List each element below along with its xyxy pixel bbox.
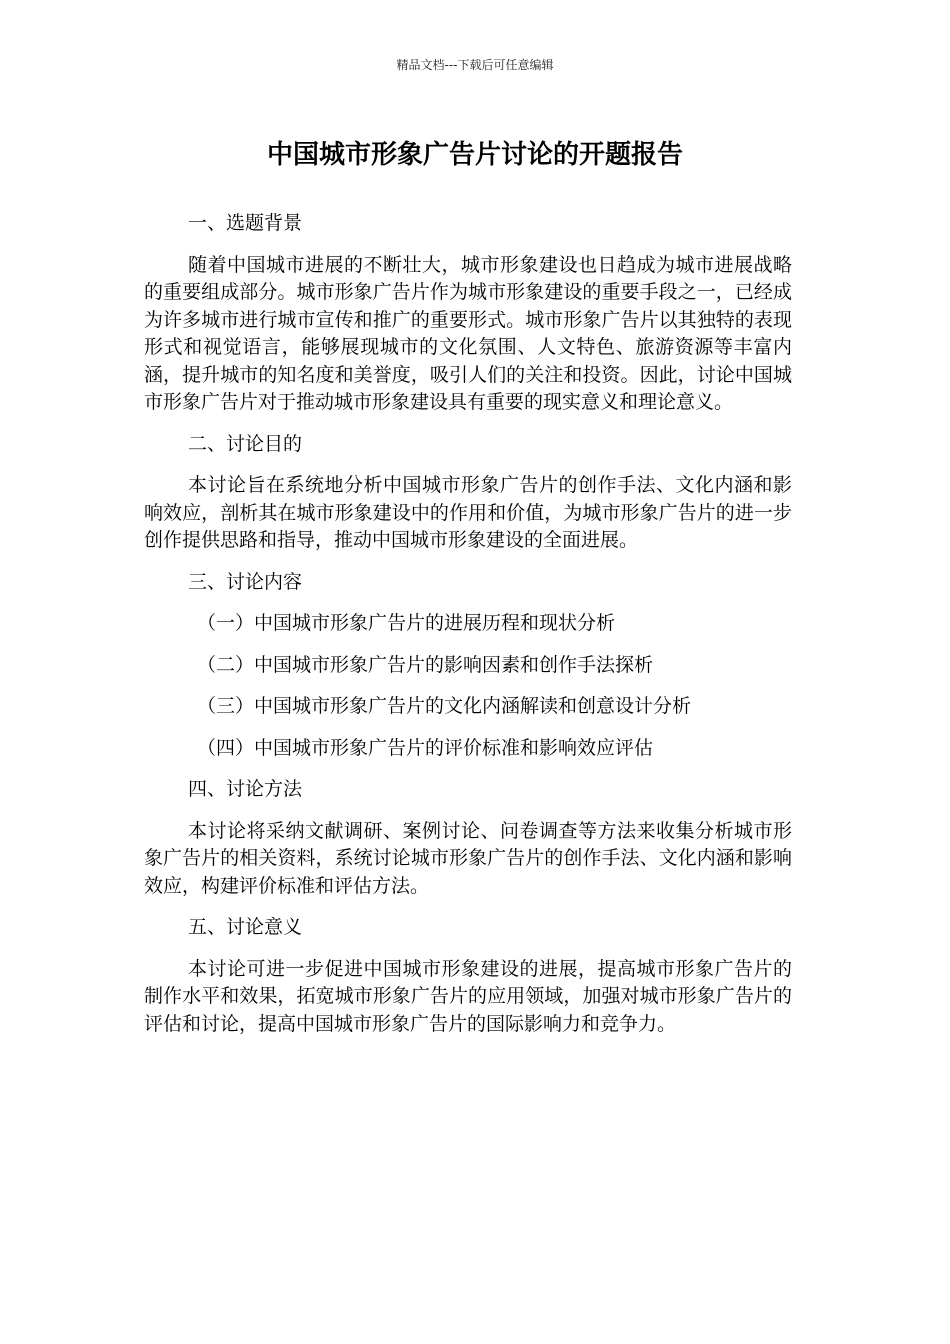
section-paragraph-significance: 本讨论可进一步促进中国城市形象建设的进展，提高城市形象广告片的制作水平和效果，拓宽城市形象广告片的应用领域，加强对城市形象广告片的评估和讨论，提高中国城市形象广告片的国际影响力和竞争力。: [144, 957, 792, 1035]
section-heading-significance: 五、讨论意义: [188, 916, 303, 938]
section-paragraph-method: 本讨论将采纳文献调研、案例讨论、问卷调查等方法来收集分析城市形象广告片的相关资料，系统讨论城市形象广告片的创作手法、文化内涵和影响效应，构建评价标准和评估方法。: [144, 819, 792, 897]
page-header: 精品文档---下载后可任意编辑: [396, 58, 554, 72]
section-paragraph-purpose: 本讨论旨在系统地分析中国城市形象广告片的创作手法、文化内涵和影响效应，剖析其在城市形象建设中的作用和价值，为城市形象广告片的进一步创作提供思路和指导，推动中国城市形象建设的全面进展。: [144, 474, 792, 551]
content-item: （四）中国城市形象广告片的评价标准和影响效应评估: [197, 736, 654, 759]
content-item: （一）中国城市形象广告片的进展历程和现状分析: [197, 612, 616, 634]
document-body: [144, 210, 792, 1038]
section-paragraph-background: 随着中国城市进展的不断壮大，城市形象建设也日趋成为城市进展战略的重要组成部分。城市形象广告片作为城市形象建设的重要手段之一，已经成为许多城市进行城市宣传和推广的重要形式。城市形象广告片以其独特的表现形式和视觉语言，能够展现城市的文化氛围、人文特色、旅游资源等丰富内涵，提升城市的知名度和美誉度，吸引人们的关注和投资。因此，讨论中国城市形象广告片对于推动城市形象建设具有重要的现实意义和理论意义。: [144, 253, 792, 413]
document-title: 中国城市形象广告片讨论的开题报告: [266, 140, 683, 170]
section-heading-background: 一、选题背景: [188, 212, 303, 234]
section-heading-method: 四、讨论方法: [188, 778, 303, 800]
section-heading-content: 三、讨论内容: [188, 570, 303, 593]
section-heading-purpose: 二、讨论目的: [188, 432, 303, 455]
content-item: （二）中国城市形象广告片的影响因素和创作手法探析: [197, 653, 654, 676]
content-item: （三）中国城市形象广告片的文化内涵解读和创意设计分析: [197, 695, 692, 717]
